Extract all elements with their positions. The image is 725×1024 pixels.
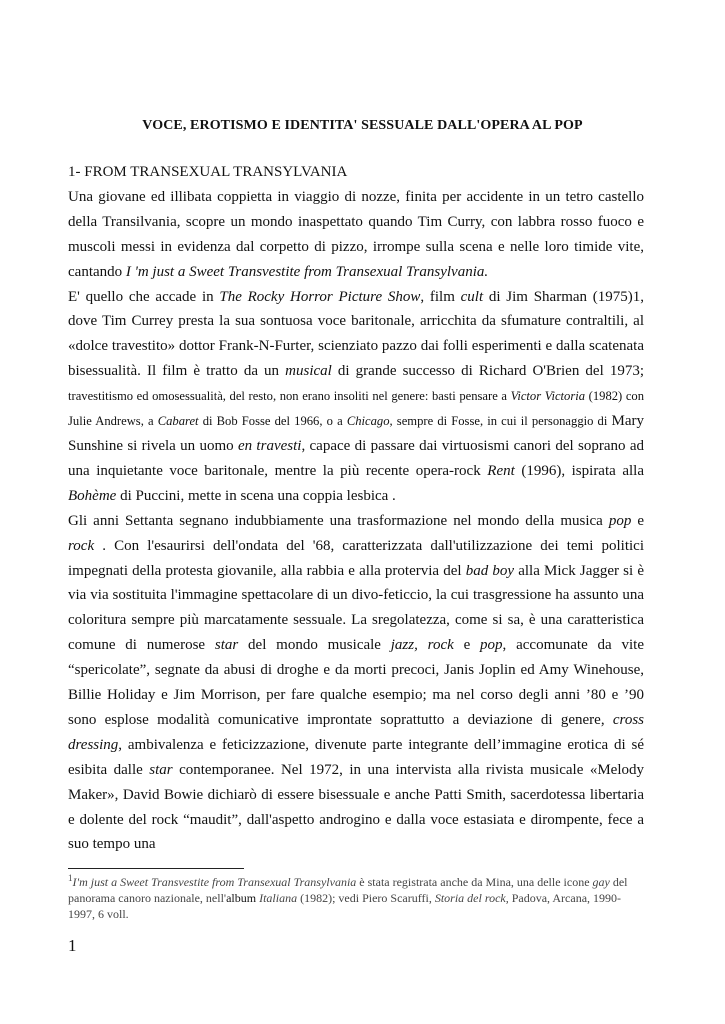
italic-term: bad boy <box>465 562 515 579</box>
italic-term: rock <box>68 537 95 554</box>
paragraph-1 <box>68 185 644 285</box>
footnote-separator <box>68 868 244 869</box>
work-title: Bohème <box>68 487 117 504</box>
italic-term: jazz, rock <box>390 637 454 654</box>
song-title: I 'm just a Sweet Transvestite from Transexual Transylvania. <box>125 263 489 280</box>
text-run: di Jim Sharman (1975)1, dove Tim Currey presta la sua sontuosa voce baritonale, arricchita da sfumature contraltili, al «dolce travestito» dottor Frank-N-Furter, scienziato pazzo dai folli esperimenti e dalla scatenata bisessualità. Il film è tratto da un <box>68 288 645 380</box>
text-run: Mary Sunshine si rivela un uomo <box>68 413 644 454</box>
text-run-small: (1982) con Julie Andrews, a <box>68 389 645 429</box>
song-title: I'm just a Sweet Transvestite from Transexual Transylvania <box>72 875 357 889</box>
page-number: 1 <box>68 936 77 955</box>
text-run: alla Mick Jagger si è via via sostituita l'immagine spettacolare di un divo-feticcio, la cui trasgressione ha assunto una coloritura sempre più marcatamente sessuale. La sregolatezza, come si sa, è una caratteristica comune di numerose <box>68 562 645 654</box>
text-run: Gli anni Settanta segnano indubbiamente una trasformazione nel mondo della musica <box>68 512 609 529</box>
text-run: e <box>453 637 481 654</box>
book-title: Storia del rock, <box>434 891 509 905</box>
footnote <box>68 874 644 922</box>
text-run: . Con l'esaurirsi dell'ondata del '68, caratterizzata dall'utilizzazione dei temi politici impegnati della protesta giovanile, alla rabbia e alla protervia del <box>68 537 644 579</box>
italic-term: cult <box>460 288 484 305</box>
paragraph-2 <box>68 285 644 509</box>
document-title: VOCE, EROTISMO E IDENTITA' SESSUALE DALL'OPERA AL POP <box>142 118 583 133</box>
text-run: di Puccini, mette in scena una coppia lesbica . <box>116 487 396 504</box>
film-title: Chicago, <box>346 414 393 429</box>
text-run: E' quello che accade in <box>68 288 220 305</box>
text-run: del mondo musicale <box>238 637 391 654</box>
paragraph-3 <box>68 509 644 858</box>
text-run: album <box>226 891 260 905</box>
document-body <box>68 160 644 857</box>
film-title: Cabaret <box>157 414 199 429</box>
work-title: Rent <box>487 462 515 479</box>
text-run: (1982); vedi Piero Scaruffi, <box>297 891 435 905</box>
text-run: e <box>631 512 644 529</box>
text-run: , accomunate da vite “spericolate”, segnate da abusi di droghe e da morti precoci, Janis Joplin ed Amy Winehouse, Billie Holiday e Jim Morrison, per fare qualche esempio; ma nel corso degli anni ’80 e ’90 sono esplose modalità comunicative improntate soprattutto a deviazione di genere, <box>68 637 644 728</box>
text-run: , capace di passare dai virtuosismi canori del soprano ad una inquietante voce baritonale, mentre la più recente opera-rock <box>68 437 644 479</box>
text-run: Padova, Arcana, 1990-1997, 6 voll. <box>68 891 622 921</box>
text-run: , ambivalenza e feticizzazione, divenute parte integrante dell’immagine erotica di sé esibita dalle <box>68 736 644 778</box>
text-run-small: di Bob Fosse del 1966, o a <box>198 414 347 429</box>
film-title: The Rocky Horror Picture Show <box>219 288 421 305</box>
text-run-small: sempre di Fosse, in cui il personaggio di <box>392 414 612 429</box>
text-run: contemporanee. Nel 1972, in una intervista alla rivista musicale «Melody Maker», David Bowie dichiarò di essere bisessuale e anche Patti Smith, sacerdotessa libertaria e dolente del rock “maudit”, dall'aspetto androgino e dalla voce estasiata e dirompente, fece a suo tempo una <box>68 761 644 853</box>
footnote-number: 1 <box>68 873 73 883</box>
italic-term: pop <box>608 512 632 529</box>
album-title: Italiana <box>259 891 298 905</box>
text-run-small: travestitismo ed omosessualità, del resto, non erano insoliti nel genere: basti pensare a <box>68 389 511 404</box>
text-run: (1996), ispirata alla <box>514 462 645 479</box>
italic-term: pop <box>480 637 503 654</box>
italic-term: en travesti <box>237 437 302 454</box>
text-run: è stata registrata anche da Mina, una delle icone <box>356 875 593 889</box>
italic-term: cross dressing <box>68 711 644 753</box>
italic-term: gay <box>592 875 610 889</box>
text-run: , film <box>420 288 461 305</box>
italic-term: star <box>149 761 173 778</box>
italic-term: star <box>214 637 239 654</box>
text-run: del panorama canoro nazionale, nell' <box>68 875 628 905</box>
italic-term: musical <box>285 363 332 380</box>
text-run: di grande successo di Richard O'Brien del 1973; <box>331 363 644 380</box>
section-heading: 1- FROM TRANSEXUAL TRANSYLVANIA <box>68 164 348 180</box>
text-run: Una giovane ed illibata coppietta in viaggio di nozze, finita per accidente in un tetro castello della Transilvania, scopre un mondo inaspettato quando Tim Curry, con labbra rosso fuoco e muscoli messi in evidenza dal corpetto di pizzo, irrompe sulla scena e nelle loro timide vite, cantando <box>68 188 644 280</box>
film-title: Victor Victoria <box>510 389 586 404</box>
